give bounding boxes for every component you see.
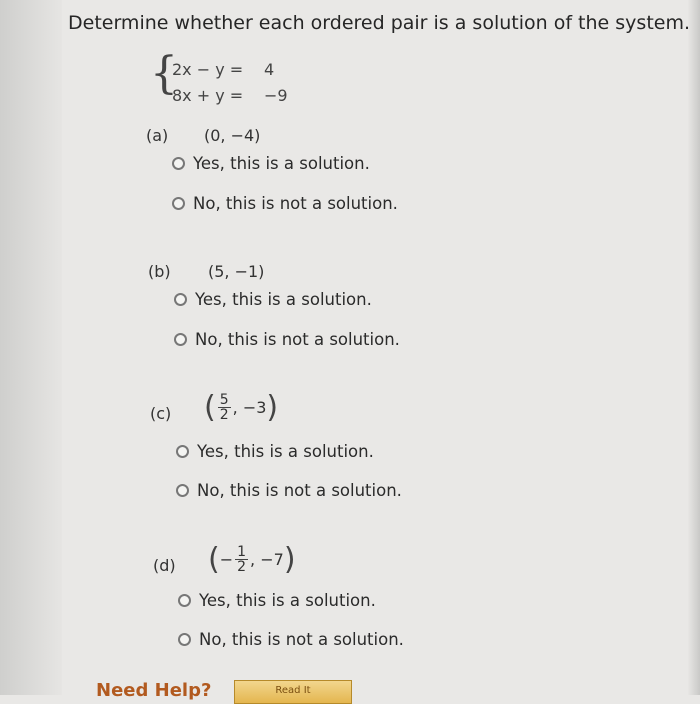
part-a-yes-option[interactable]: Yes, this is a solution. xyxy=(172,154,370,173)
part-b-label: (b) xyxy=(148,262,171,281)
equation-1: 2x − y = 4 xyxy=(172,60,275,79)
radio-button[interactable] xyxy=(172,157,185,170)
part-a-no-option[interactable]: No, this is not a solution. xyxy=(172,194,398,213)
fraction: $\frac{5}{2}$ xyxy=(219,392,229,423)
photo-edge-left xyxy=(0,0,62,695)
question-instruction: Determine whether each ordered pair is a solution of the system. xyxy=(68,12,691,34)
part-b-point: (5, −1) xyxy=(208,262,265,281)
part-d-label: (d) xyxy=(153,556,176,575)
part-c-yes-option[interactable]: Yes, this is a solution. xyxy=(176,442,374,461)
part-c-point: ( $\frac{5}{2}$ , −3) xyxy=(204,390,279,425)
radio-button[interactable] xyxy=(176,445,189,458)
part-b-yes-option[interactable]: Yes, this is a solution. xyxy=(174,290,372,309)
part-a-label: (a) xyxy=(146,126,169,145)
need-help-link[interactable]: Need Help? xyxy=(96,680,212,701)
equation-2: 8x + y = −9 xyxy=(172,86,288,105)
radio-button[interactable] xyxy=(178,594,191,607)
part-d-point: (− $\frac{1}{2}$ , −7) xyxy=(208,542,296,577)
photo-edge-right xyxy=(688,0,700,695)
fraction: $\frac{1}{2}$ xyxy=(237,544,247,575)
part-c-label: (c) xyxy=(150,404,172,423)
part-d-yes-option[interactable]: Yes, this is a solution. xyxy=(178,591,376,610)
radio-button[interactable] xyxy=(174,293,187,306)
radio-button[interactable] xyxy=(178,633,191,646)
part-b-no-option[interactable]: No, this is not a solution. xyxy=(174,330,400,349)
part-a-point: (0, −4) xyxy=(204,126,261,145)
system-brace: { xyxy=(150,48,178,99)
radio-button[interactable] xyxy=(176,484,189,497)
part-c-no-option[interactable]: No, this is not a solution. xyxy=(176,481,402,500)
part-d-no-option[interactable]: No, this is not a solution. xyxy=(178,630,404,649)
read-it-button[interactable]: Read It xyxy=(234,680,352,704)
equation-system xyxy=(150,48,310,110)
radio-button[interactable] xyxy=(172,197,185,210)
radio-button[interactable] xyxy=(174,333,187,346)
